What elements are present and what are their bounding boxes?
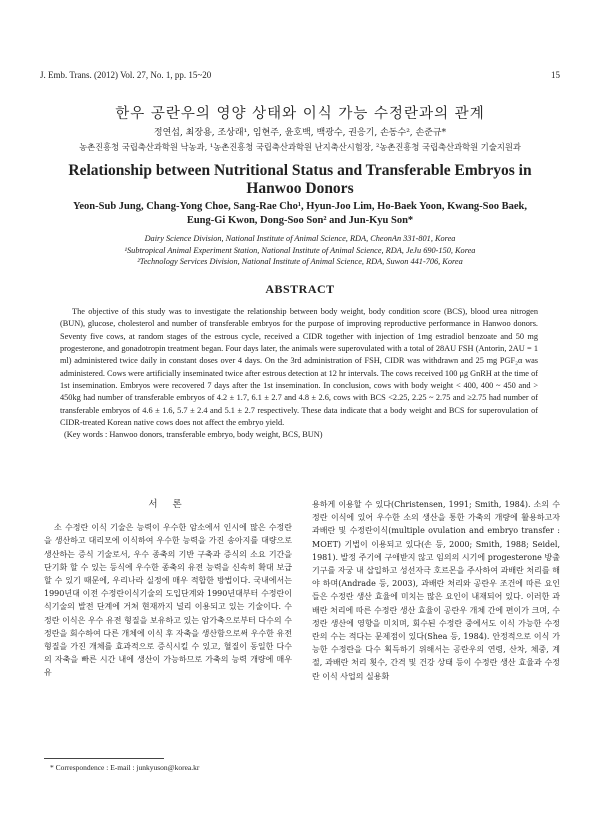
keywords: (Key words : Hanwoo donors, transferable embryo, body weight, BCS, BUN) bbox=[64, 430, 323, 440]
introduction-heading: 서 론 bbox=[148, 499, 188, 510]
page-number: 15 bbox=[551, 70, 560, 80]
korean-affiliations: 농촌진흥청 국립축산과학원 낙농과, ¹농촌진흥청 국립축산과학원 난지축산시험장, ²농촌진흥청 국립축산과학원 기술지원과 bbox=[79, 142, 521, 152]
english-authors bbox=[60, 200, 540, 228]
english-title: Relationship between Nutritional Status and Transferable Embryos in Hanwoo Donors bbox=[68, 162, 532, 197]
abstract-body bbox=[60, 306, 538, 442]
english-affiliations bbox=[40, 233, 560, 268]
correspondence-footnote: * Correspondence : E-mail : junkyuson@korea.kr bbox=[50, 763, 200, 772]
affiliation-1: Dairy Science Division, National Institute of Animal Science, RDA, CheonAn 331-801, Korea bbox=[144, 234, 456, 243]
english-authors-line-2: Eung-Gi Kwon, Dong-Soo Son² and Jun-Kyu Son* bbox=[186, 215, 414, 226]
column-left bbox=[44, 498, 292, 680]
running-head bbox=[40, 70, 560, 80]
english-authors-line-1: Yeon-Sub Jung, Chang-Yong Choe, Sang-Rae Cho¹, Hyun-Joo Lim, Ho-Baek Yoon, Kwang-Soo Baek, bbox=[72, 201, 528, 212]
affiliation-2: ¹Subtropical Animal Experiment Station, National Institute of Animal Science, RDA, JeJu 690-150, Korea bbox=[124, 245, 476, 255]
introduction-paragraph-left: 소 수정란 이식 기술은 능력이 우수한 암소에서 인시에 많은 수정란을 생산하고 대리모에 이식하여 우수한 능력을 가진 송아지를 대량으로 생산하는 증식 기술로서, 우수 종축의 기반 구축과 증식의 소요 기간을 단기화 할 수 있는 등식에 우수한 종축의 유전 능력을 신속히 확대 보급할 수 있기 때문에, 우리나라 실정에 매우 적합한 방법이다. 국내에서는 1990년대 이전 수정란이식기술의 도입단계와 1990년대부터 수정란이식기술의 발전 단계에 거쳐 현재까지 널리 이용되고 있는 기술이다. 수정란 이식은 우수 유전 형질을 보유하고 있는 암가축으로부터 다수의 수정란을 회수하여 다른 개체에 이식 후 자축을 생산함으로써 우수한 유전 형질을 가진 개체를 효과적으로 증식시킬 수 있고, 혈질이 동일한 다수의 자축을 빠른 시간 내에 생산이 가능하므로 가축의 능력 개량에 매우 유 bbox=[44, 523, 292, 678]
abstract-heading: ABSTRACT bbox=[265, 282, 335, 296]
introduction-paragraph-right: 용하게 이용할 수 있다(Christensen, 1991; Smith, 1984). 소의 수정란 이식에 있어 우수한 소의 생산을 통한 가축의 개량에 활용하고자 과배란 및 수정란이식(multiple ovulation and embryo transfer : MOET) 기법이 이용되고 있다(손 등, 2000; Smith, 1988; Seidel, 1981). 발정 주기에 구애받지 않고 임의의 시기에 progesterone 방출 기구를 자궁 내 삽입하고 성선자극 호르몬을 주사하여 과배란 처리를 해야 하며(Andrade 등, 2003), 과배란 처리와 공란우 조건에 따른 요인들은 수정란 생산 효율에 미치는 많은 요인이 내재되어 있다. 이러한 과배란 처리에 따른 수정란 생산 효율이 공란우 개체 간에 편이가 크며, 수정란 생산에 영향을 미치며, 회수된 수정란 중에서도 이식 가능한 수정란의 수는 적다는 문제점이 있다(Shea 등, 1984). 안정적으로 이식 가능한 수정란을 다수 획득하기 위해서는 공란우의 연령, 산차, 체중, 계절, 과배란 처리 횟수, 간격 및 건강 상태 등이 수정란 생산 효율과 수정란 이식 사업의 실용화 bbox=[312, 500, 560, 681]
affiliation-3: ²Technology Services Division, National Institute of Animal Science, RDA, Suwon 441-706, Korea bbox=[137, 257, 463, 266]
abstract-text: The objective of this study was to investigate the relationship between body weight, body condition score (BCS), blood urea nitrogen (BUN), glucose, cholesterol and number of transferable embryos for the purpose of improving reproductive performance in Hanwoo donors. Seventy five cows, at random stages of the estrous cycle, received a CIDR together with injection of 1mg estradiol benzoate and 50 mg progesterone, and gonadotropin treatment began. Four days later, the animals were superovulated with a total of 28AU FSH (Antorin, 2AU = 1 ml) administered twice daily in constant doses over 4 days. On the 3rd administration of FSH, CIDR was withdrawn and 25 mg PGF₂α was administered. Cows were artificially inseminated twice after estrous detection at 12 hr intervals. The cows received 100 μg GnRH at the time of 1st insemination. Embryos were recovered 7 days after the 1st insemination. In conclusion, cows with body weight < 400, 400 ~ 450 and > 450kg had number of transferable embryos of 4.2 ± 1.7, 6.1 ± 2.7 and 4.8 ± 2.6, cows with BCS <2.25, 2.25 ~ 2.75 and ≥2.75 had number of transferable embryos of 4.6 ± 1.6, 5.7 ± 2.4 and 5.1 ± 2.7 respectively. These data indicate that a body weight and BCS for superovulation of CIDR-treated Korean native cows does not affect the embryo yield. bbox=[60, 307, 538, 428]
column-right bbox=[312, 498, 560, 683]
korean-title: 한우 공란우의 영양 상태와 이식 가능 수정란과의 관계 bbox=[115, 106, 485, 122]
footnote-divider bbox=[44, 758, 164, 759]
korean-authors: 정연섭, 최장용, 조상래¹, 임현주, 윤호백, 백광수, 권응기, 손동수², 손준규* bbox=[153, 128, 447, 138]
journal-citation: J. Emb. Trans. (2012) Vol. 27, No. 1, pp. 15~20 bbox=[40, 70, 212, 80]
